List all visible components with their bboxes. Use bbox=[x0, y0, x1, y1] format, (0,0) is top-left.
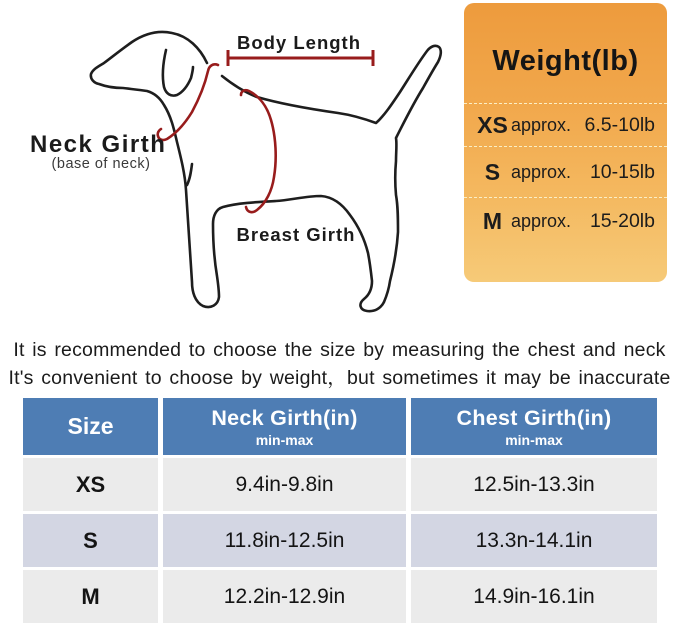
weight-row-s bbox=[464, 146, 667, 197]
weight-panel bbox=[464, 3, 667, 282]
header-size-label: Size bbox=[67, 413, 114, 439]
body-length-label: Body Length bbox=[236, 32, 362, 53]
weight-row-xs bbox=[464, 103, 667, 146]
weight-row-m bbox=[464, 197, 667, 245]
dog-far-leg-path bbox=[187, 164, 192, 185]
breast-girth-line bbox=[241, 90, 276, 212]
note-line-2: It's convenient to choose by weight，but sometimes it may be inaccurate bbox=[8, 367, 671, 389]
header-neck-sublabel: min-max bbox=[255, 431, 314, 448]
weight-row-value: 6.5-10lb bbox=[584, 113, 655, 136]
dog-ear-path bbox=[163, 50, 193, 96]
weight-row-value: 15-20lb bbox=[589, 210, 655, 232]
table-cell-neck-xs: 9.4in-9.8in bbox=[163, 458, 406, 511]
neck-girth-line bbox=[158, 64, 218, 140]
table-cell-size-s: S bbox=[23, 514, 158, 567]
weight-row-approx: approx. bbox=[510, 114, 571, 135]
weight-row-value: 10-15lb bbox=[589, 160, 655, 183]
size-table bbox=[23, 398, 657, 623]
header-chest-sublabel: min-max bbox=[505, 431, 563, 448]
header-neck-label: Neck Girth(in) bbox=[211, 405, 358, 430]
header-cell-neck-girth bbox=[163, 398, 406, 455]
size-advice-notes bbox=[0, 336, 679, 392]
weight-row-approx: approx. bbox=[510, 161, 571, 182]
header-cell-size bbox=[23, 398, 158, 455]
table-cell-size-m: M bbox=[23, 570, 158, 623]
weight-row-size: XS bbox=[477, 111, 508, 138]
table-cell-chest-s: 13.3n-14.1in bbox=[411, 514, 657, 567]
table-cell-chest-xs: 12.5in-13.3in bbox=[411, 458, 657, 511]
table-cell-size-xs: XS bbox=[23, 458, 158, 511]
header-cell-chest-girth bbox=[411, 398, 657, 455]
weight-row-size: M bbox=[482, 208, 503, 234]
note-line-1: It is recommended to choose the size by measuring the chest and neck bbox=[13, 339, 666, 361]
weight-row-approx: approx. bbox=[510, 211, 571, 231]
weight-panel-title: Weight(lb) bbox=[492, 44, 639, 77]
neck-girth-sublabel: (base of neck) bbox=[51, 156, 151, 172]
weight-row-size: S bbox=[484, 158, 501, 185]
breast-girth-label: Breast Girth bbox=[236, 224, 356, 245]
table-cell-neck-s: 11.8in-12.5in bbox=[163, 514, 406, 567]
dog-diagram bbox=[0, 0, 460, 340]
header-chest-label: Chest Girth(in) bbox=[456, 405, 612, 430]
table-cell-chest-m: 14.9in-16.1in bbox=[411, 570, 657, 623]
neck-girth-label: Neck Girth bbox=[30, 131, 167, 158]
table-cell-neck-m: 12.2in-12.9in bbox=[163, 570, 406, 623]
